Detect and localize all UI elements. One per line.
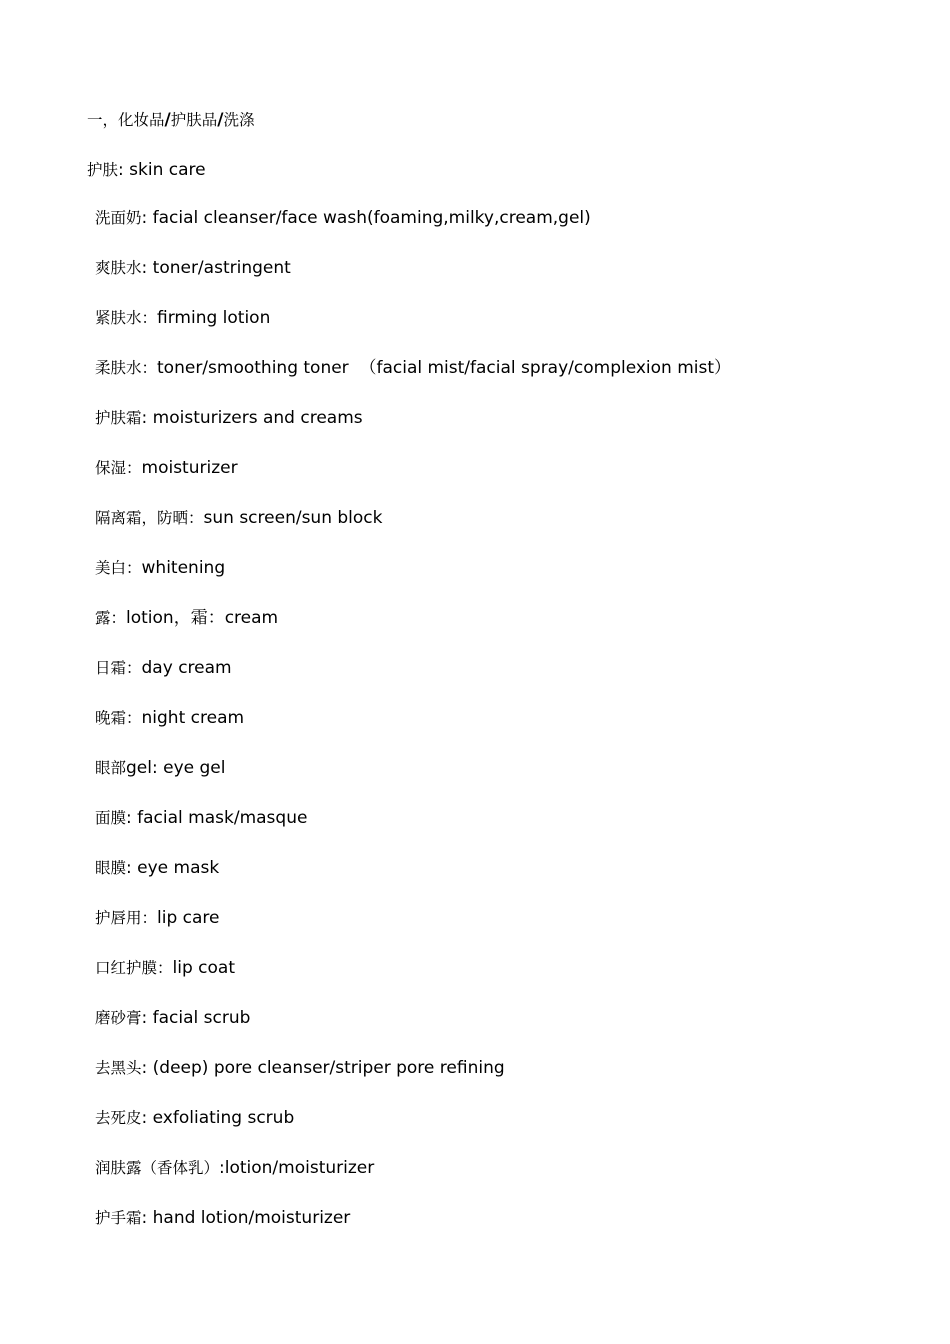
vocab-item [95, 557, 225, 579]
vocab-item [95, 207, 591, 229]
vocab-term-en: : facial scrub [141, 1008, 251, 1028]
vocab-term-zh: 晚霜： [95, 709, 142, 727]
vocab-term-zh: 洗面奶 [95, 209, 142, 227]
vocab-item [95, 257, 291, 279]
vocab-term-zh: 去黑头 [95, 1059, 142, 1077]
vocab-term-en: night cream [141, 708, 245, 728]
vocab-term-zh: 护肤霜 [95, 409, 142, 427]
vocab-term-en: moisturizer [141, 458, 238, 478]
vocab-term-zh: 润肤露（香体乳） [95, 1159, 220, 1177]
vocab-term-en: : eye mask [126, 858, 220, 878]
vocab-item [95, 707, 244, 729]
vocab-term-zh: 口红护膜： [95, 959, 173, 977]
vocab-item [95, 1207, 350, 1229]
vocab-term-zh: 护手霜 [95, 1209, 142, 1227]
vocab-item [95, 907, 220, 929]
vocab-term-en: sun screen/sun block [203, 508, 383, 528]
vocab-item [95, 307, 270, 329]
vocab-item [95, 607, 278, 629]
vocab-item [95, 1057, 505, 1079]
vocab-term-en: :lotion/moisturizer [219, 1158, 375, 1178]
subsection-title-zh: 护肤 [87, 161, 119, 179]
heading-part-washing: 洗涤 [223, 111, 255, 129]
vocab-item [95, 807, 307, 829]
vocab-term-zh: 保湿： [95, 459, 142, 477]
heading-separator: / [164, 110, 171, 130]
vocab-term-zh: 露： [95, 609, 127, 627]
vocab-term-zh: 磨砂膏 [95, 1009, 142, 1027]
vocab-term-zh: 美白： [95, 559, 142, 577]
section-heading [87, 109, 254, 131]
vocab-term-zh: 隔离霜，防晒： [95, 509, 204, 527]
vocab-term-en: firming lotion [157, 308, 271, 328]
vocab-term-zh: 日霜： [95, 659, 142, 677]
vocab-term-en: lip coat [172, 958, 235, 978]
vocab-item [95, 857, 219, 879]
vocab-term-en: lotion，霜：cream [126, 608, 279, 628]
vocab-term-en: : hand lotion/moisturizer [141, 1208, 351, 1228]
vocab-term-zh: 爽肤水 [95, 259, 142, 277]
vocab-term-en: toner/smoothing toner （facial mist/facial spray/complexion mist） [157, 358, 732, 378]
vocab-term-en: lip care [157, 908, 220, 928]
vocab-term-zh: 面膜 [95, 809, 127, 827]
subsection-title-en: : skin care [118, 160, 206, 180]
vocab-term-en: day cream [141, 658, 232, 678]
vocab-item [95, 757, 225, 779]
heading-separator: / [217, 110, 224, 130]
vocab-term-zh: 护唇用： [95, 909, 158, 927]
vocab-item [95, 1007, 250, 1029]
vocab-term-en: gel: eye gel [126, 758, 226, 778]
vocab-term-zh: 眼膜 [95, 859, 127, 877]
vocab-item [95, 507, 382, 529]
vocab-term-en: : moisturizers and creams [141, 408, 363, 428]
vocab-term-zh: 眼部 [95, 759, 127, 777]
vocab-item [95, 1157, 374, 1179]
vocab-item [95, 357, 731, 379]
vocab-term-en: : (deep) pore cleanser/striper pore refining [141, 1058, 505, 1078]
subsection-title [87, 159, 206, 181]
heading-part-cosmetics: 一，化妆品 [87, 111, 165, 129]
vocab-term-en: : exfoliating scrub [141, 1108, 295, 1128]
vocab-item [95, 407, 363, 429]
vocab-term-zh: 紧肤水： [95, 309, 158, 327]
heading-part-skincare: 护肤品 [170, 111, 218, 129]
vocab-term-en: : facial cleanser/face wash(foaming,milky,cream,gel) [141, 208, 591, 228]
vocab-term-zh: 柔肤水： [95, 359, 158, 377]
vocab-term-en: : toner/astringent [141, 258, 291, 278]
vocab-item [95, 957, 235, 979]
vocab-term-en: : facial mask/masque [126, 808, 308, 828]
vocab-item [95, 657, 232, 679]
vocab-term-en: whitening [141, 558, 226, 578]
vocab-item [95, 1107, 294, 1129]
vocab-term-zh: 去死皮 [95, 1109, 142, 1127]
vocab-item [95, 457, 238, 479]
